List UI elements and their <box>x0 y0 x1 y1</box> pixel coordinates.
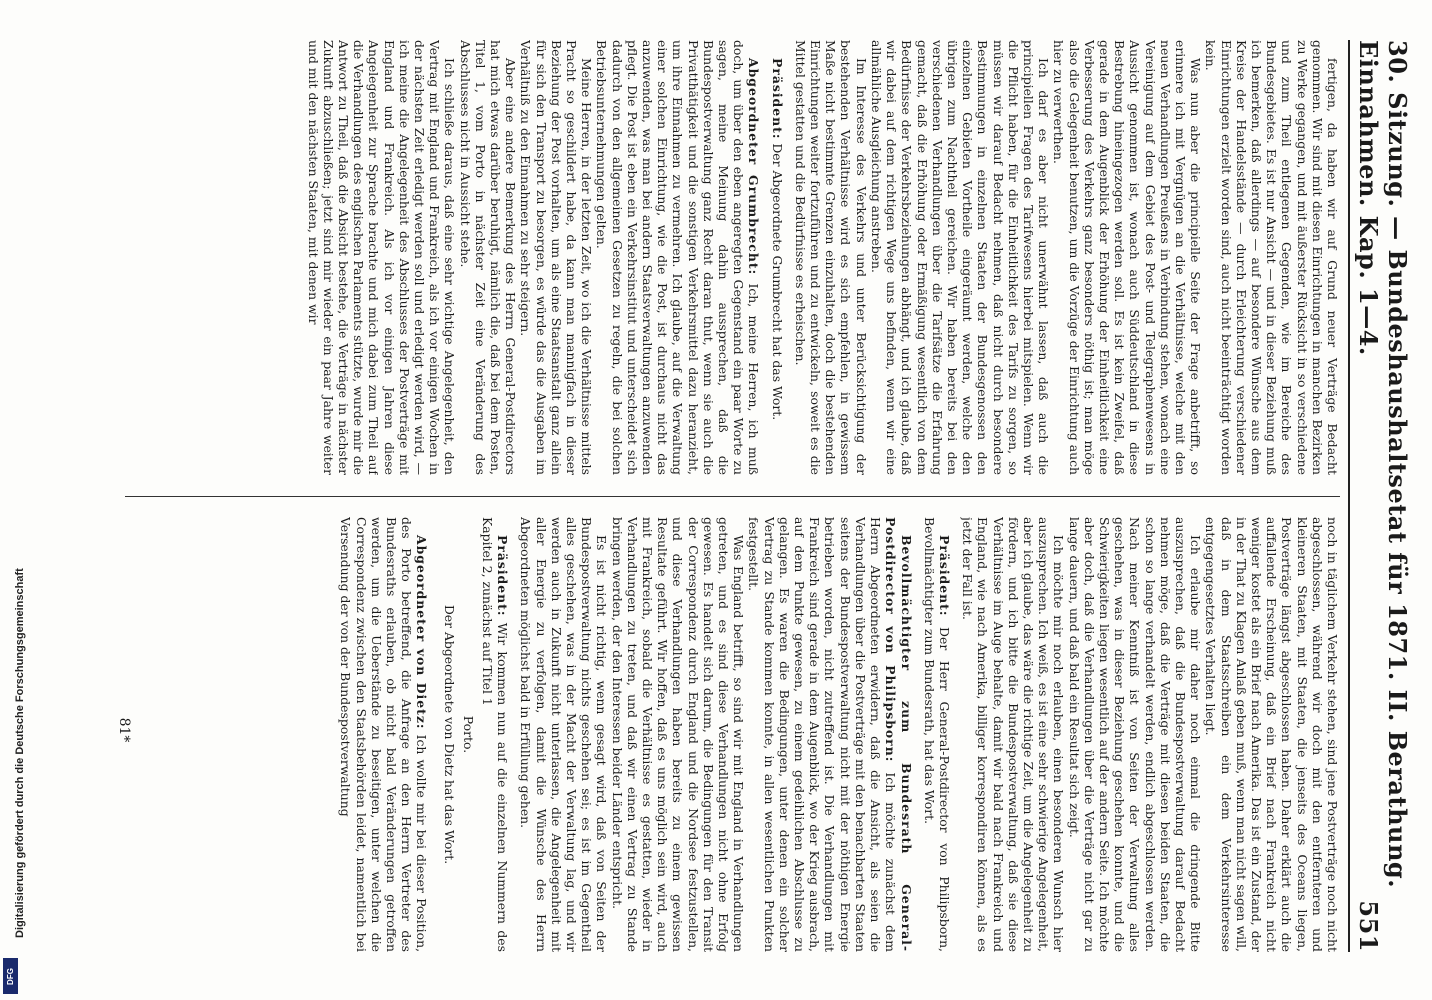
speech-text: Wir kommen nun auf die einzelnen Nummern des Kapitel 2, zunächst auf Titel 1 <box>480 517 511 952</box>
speech-text: Der Abgeordnete Grumbrecht hat das Wort. <box>769 139 785 421</box>
body-paragraph: Ich darf es aber nicht unerwähnt lassen, daß auch die principiellen Fragen des Tarifwesens hierbei mitspielen. Wenn wir die Pflicht haben, für die Einheitlichkeit des Tarifs zu sorgen, so müssen wir darauf Bedacht nehmen, daß nicht durch besondere Bestimmungen in einzelnen Staaten der Bundesgenossen den einzelnen Gebieten Vortheile eingeräumt werden, welche den übrigen zum Nachtheil gereichen. Wir haben bereits bei den verschiedenen Verhandlungen über die Tarifsätze die Erfahrung gemacht, daß die Erhöhung oder Ermäßigung wesentlich von dem Bedürfnisse der Verkehrsbeziehungen abhängt, und ich glaube, daß wir dabei auf dem richtigen Wege uns befinden, wenn wir eine allmähliche Ausgleichung anstreben. <box>868 40 1052 475</box>
speech-text: Ich, meine Herren, ich muß doch, um über den eben angeregten Gegenstand ein paar Worte zu sagen, meine Meinung dahin aussprechen, daß die Bundespostverwaltung ganz Recht daran thut, wenn sie auch die Privatthätigkeit und die sonstigen Verkehrsmittel dazu heranzieht, um ihre Einnahmen zu vermehren. Ich glaube, auf die Verwaltung einer solchen Einrichtung, wie die Post, ist durchaus nicht das anzuwenden, was man bei andern Staatsverwaltungen anzuwenden pflegt. Die Post ist eben ein Verkehrsinstitut und unterscheidet sich dadurch von den allgemeinen Gesetzen zu regeln, die bei solchen Betriebsunternehmungen gelten. <box>594 40 762 475</box>
dfg-logo-text: DFG <box>6 967 16 985</box>
paragraph-gap <box>429 517 437 952</box>
speech-text: Ich möchte zunächst dem Herrn Abgeordneten erwidern, daß die Ansicht, als seien die Verhandlungen über die Postverträge mit den benachbarten Staaten seitens der Bundespostverwaltung nicht mit der nöthigen Energie betrieben worden, nicht zutreffend ist. Die Verhandlungen mit Frankreich sind gerade in dem Augenblick, wo der Krieg ausbrach, auf dem Punkte gewesen, zu einem gedeihlichen Abschlusse zu gelangen. Es waren die Bedingungen, unter denen ein solcher Vertrag zu Stande kommen konnte, in allen wesentlichen Punkten festgestellt. <box>746 517 899 952</box>
speaker-name: Präsident: <box>769 58 785 140</box>
dfg-logo <box>3 958 18 994</box>
body-paragraph: Ich möchte mir noch erlauben, einen besonderen Wunsch hier auszusprechen. Ich weiß, es ist eine sehr schwierige Angelegenheit, aber ich glaube, das wäre die richtige Zeit, um die Angelegenheit zu fördern, und ich bitte die Bundespostverwaltung, daß sie diese Verhältnisse im Auge behalte, damit wir bald nach Frankreich und England, wie nach Amerika, billiger korrespondiren können, als es jetzt der Fall ist. <box>960 517 1067 952</box>
left-text-column <box>130 40 1340 475</box>
paragraph-gap <box>914 517 922 952</box>
speech-text: Der Herr General-Postdirector von Philipsborn, Bevollmächtigter zum Bundesrath, hat das Wort. <box>921 517 952 952</box>
speaker-name: Abgeordneter Grumbrecht: <box>746 58 762 276</box>
body-paragraph: Was England betrifft, so sind wir mit England in Verhandlungen getreten, und es sind diese Verhandlungen nicht ohne Erfolg gewesen. Es handelt sich darum, die Bedingungen für den Transit der Correspondenz durch England und die Nordsee festzustellen, und diese Verhandlungen haben bereits zu einem gewissen Resultate geführt. Wir hoffen, daß es uns möglich sein wird, auch mit Frankreich, sobald die Verhältnisse es gestatten, wieder in Verhandlungen zu treten, und daß wir einen Vertrag zu Stande bringen werden, der den Interessen beider Länder entspricht. <box>609 517 747 952</box>
body-paragraph: Es ist nicht richtig, wenn gesagt wird, daß von Seiten der Bundespostverwaltung nichts geschehen sei; es ist im Gegentheil alles geschehen, was in der Macht der Verwaltung lag, und wir werden auch in Zukunft nicht unterlassen, die Angelegenheit mit aller Energie zu verfolgen, damit die Wünsche des Herrn Abgeordneten möglichst bald in Erfüllung gehen. <box>518 517 610 952</box>
body-paragraph: Aber eine andere Bemerkung des Herrn General-Postdirectors hat mich etwas darüber beruhigt, nämlich die, daß bei dem Posten, Titel 1, vom Porto in nächster Zeit eine Veränderung des Abschlusses nicht in Aussicht stehe. <box>457 40 519 475</box>
paragraph-gap <box>785 40 793 475</box>
digitization-note: Digitalisierung gefördert durch die Deutsche Forschungsgemeinschaft <box>14 568 26 938</box>
speech-paragraph <box>594 40 761 475</box>
centered-line: Der Abgeordnete von Dietz hat das Wort. <box>441 604 457 865</box>
body-paragraph: Im Interesse des Verkehrs und unter Berücksichtigung der bestehenden Verhältnisse wird es sich empfehlen, in gewissem Maße nicht bestimmte Grenzen einzuhalten, doch die bestehenden Einrichtungen weiter fortzuführen und zu entwickeln, soweit es die Mittel gestatten und die Bedürfnisse es erheischen. <box>792 40 869 475</box>
speaker-name: Bevollmächtigter zum Bundesrath General-Postdirector von Philipsborn: <box>883 517 914 952</box>
speech-text: Ich wollte mir bei dieser Position, des Porto betreffend, die Anfrage an den Herrn Vertreter des Bundesraths erlauben, ob nicht bald Veränderungen getroffen werden, um die Ueberstände zu beseitigen, unter welchen die Correspondenz zwischen den Staatsbehörden leidet, namentlich bei Versendung der von der Bundespostverwaltung <box>338 517 430 952</box>
body-paragraph: noch in täglichem Verkehr stehen, sind jene Postverträge noch nicht abgeschlossen, während wir doch mit den entfernteren und kleineren Staaten, mit Staaten, die jenseits des Oceans liegen, Postverträge längst abgeschlossen haben. Daher erklärt auch die auffallende Erscheinung, daß ein Brief nach Frankreich nicht weniger kostet als ein Brief nach Amerika. Das ist ein Zustand, der in der That zu Klagen Anlaß geben muß, wenn man nicht sagen will, daß in dem Staatsschreiben ein dem Verkehrsinteresse entgegengesetztes Verhalten liegt. <box>1203 517 1340 952</box>
body-paragraph: Ich erlaube mir daher noch einmal die dringende Bitte auszusprechen, daß die Bundespostverwaltung darauf Bedacht nehmen möge, daß die Verträge mit diesen beiden Staaten, die schon so lange verhandelt werden, endlich abgeschlossen werden. Nach meiner Kenntniß ist von Seiten der Verwaltung alles geschehen, was in dieser Beziehung geschehen konnte, und die Schwierigkeiten liegen wesentlich auf der andern Seite. Ich möchte aber doch, daß die Verhandlungen über die Verträge nicht gar zu lange dauern, und daß bald ein Resultat sich zeigt. <box>1066 517 1204 952</box>
body-paragraph: fertigen, da haben wir auf Grund neuer Verträge Bedacht genommen. Wir sind mit diesen Einrichtungen in manchen Bezirken zu Werke gegangen, und mit äußerster Rücksicht in so verschiedene und zum Theil entlegenen Gegenden, wie im Bereiche des Bundesgebietes. Es ist nur Ansicht — und in dieser Beziehung muß ich bemerken, daß allerdings — auf besondere Wünsche aus dem Kreise der Handelsstände — durch Erleichterung verschiedener Einrichtungen erzielt worden sind, auch nicht beeinträchtigt worden kein. <box>1203 40 1340 475</box>
column-divider <box>125 496 1340 497</box>
body-paragraph: Was nun aber die principielle Seite der Frage anbetrifft, so erinnere ich mit Vergnügen an die Verhältnisse, welche mit den neuen Verhandlungen Preußens in Verbindung stehen, wonach eine Vereinigung auf dem Gebiet des Post- und Telegraphenwesens in Aussicht genommen ist, wonach auch Süddeutschland in diese Bestrebung hineingezogen werden soll. Es ist kein Zweifel, daß gerade in dem Augenblick der Erhöhung der Einheitlichkeit eine Verbesserung des Verkehrs ganz besonders nöthig ist; man möge also die Gelegenheit benutzen, um die Vorzüge der Einrichtung auch hier zu verwerthen. <box>1051 40 1204 475</box>
paragraph-gap <box>510 517 518 952</box>
speech-paragraph <box>769 40 784 475</box>
right-text-column <box>130 517 1340 952</box>
speech-paragraph <box>922 517 952 952</box>
speaker-name: Präsident: <box>936 535 952 617</box>
page-number: 551 <box>1354 900 1383 952</box>
speech-paragraph <box>480 517 510 952</box>
speech-paragraph <box>746 517 913 952</box>
body-paragraph: Meine Herren, in der letzten Zeit, wo ich die Verhältnisse mittels Pracht so geschildert habe, da kann man mannigfach in dieser Beziehung der Post vorhalten, um als eine Staatsanstalt ganz allein für sich den Transport zu besorgen, es würde das die Ausgaben im Verhältniß zu den Einnahmen zu sehr steigern. <box>518 40 595 475</box>
speaker-name: Abgeordneter von Dietz: <box>414 535 430 730</box>
sheet-signature: 81* <box>116 717 132 743</box>
body-paragraph: Ich schließe daraus, daß eine sehr wichtige Angelegenheit, den Vertrag mit England und Frankreich, als ich vor einigen Wochen in der nächsten Zeit erledigt werden soll und erledigt werden wird, — ich meine die Angelegenheit des Abschlusses der Postverträge mit England und Frankreich. Als ich vor einigen Jahren diese Angelegenheit zur Sprache brachte und mich dabei zum Theil auf die Verhandlungen des englischen Parlaments stützte, wurde mir die Antwort zu Theil, daß die Absicht bestehe, die Verträge in nächster Zukunft abzuschließen; jetzt sind mir wieder ein paar Jahre weiter und mit den nächsten Staaten, mit denen wir <box>305 40 458 475</box>
paragraph-gap <box>952 517 960 952</box>
page-header <box>1348 40 1412 952</box>
running-title: 30. Sitzung. — Bundeshaushaltsetat für 1871. II. Berathung. Einnahmen. Kap. 1—4. <box>1354 40 1412 889</box>
speaker-name: Präsident: <box>495 535 511 617</box>
speech-paragraph <box>338 517 429 952</box>
paragraph-gap <box>761 40 769 475</box>
centered-line: Porto. <box>460 715 476 754</box>
